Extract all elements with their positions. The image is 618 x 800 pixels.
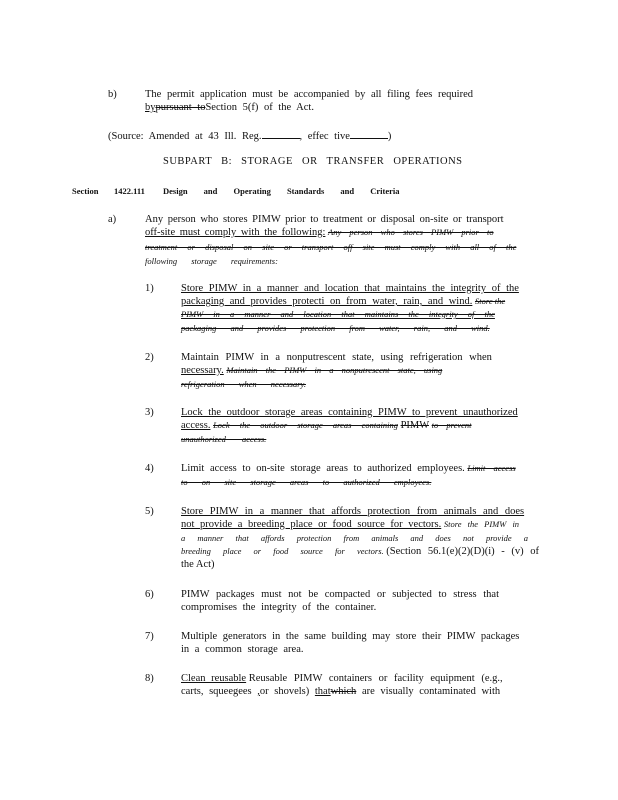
para-a-line2-inserted: off-site must comply with the following:: [145, 227, 326, 238]
item-2-line2: [181, 364, 442, 377]
item-1-deleted-start: Store the: [474, 296, 506, 306]
source-middle: , effec tive: [299, 131, 350, 142]
item-8-line2-b: or shovels): [259, 686, 310, 697]
item-8-line2-c: are visually contaminated with: [361, 686, 501, 697]
item-5-line5: the Act): [181, 559, 215, 570]
section-number: 1422.111: [114, 186, 145, 196]
item-8-line1-rest: Reusable PIMW containers or facility equipment (e.g.,: [248, 673, 503, 684]
item-4-num: 4): [145, 463, 154, 474]
item-3-deleted-end: to prevent: [431, 420, 472, 430]
source-suffix: ): [387, 131, 392, 142]
item-8-comma: ,: [257, 686, 260, 697]
item-7-line1: Multiple generators in the same building may store their PIMW packages: [181, 631, 520, 642]
source-prefix: (Source: Amended at 43 Ill. Reg.: [108, 131, 262, 142]
item-5-citation: (Section 56.1(e)(2)(D)(i) - (v) of: [386, 546, 540, 557]
section-label: Section: [72, 186, 99, 196]
item-5-italic-end: breeding place or food source for vectors.: [181, 546, 384, 556]
item-1-line3-deleted: PIMW in a manner and location that maintains the integrity of the: [181, 309, 495, 319]
item-5-italic-start: Store the PIMW in: [443, 519, 520, 529]
para-a-line2: [145, 226, 494, 239]
item-3-deleted: Lock the outdoor storage areas containing: [213, 420, 398, 430]
para-b-line2-deleted: pursuant to: [155, 102, 206, 113]
para-b-label: b): [108, 89, 117, 100]
item-1-line3: [181, 308, 495, 321]
item-2-inserted: necessary.: [181, 365, 224, 376]
para-a-line2-deleted: Any person who stores PIMW prior to: [328, 227, 494, 237]
item-7-num: 7): [145, 631, 154, 642]
item-2-line3-deleted: refrigeration when necessary.: [181, 379, 306, 389]
para-a-label: a): [108, 214, 117, 225]
item-8-inserted: Clean reusable: [181, 673, 247, 684]
item-4-line1: [181, 462, 516, 475]
item-8-line2-a: carts, squeegees: [181, 686, 252, 697]
item-3-line3-deleted: unauthorized access.: [181, 434, 267, 444]
item-1-line1: Store PIMW in a manner and location that maintains the integrity of the: [181, 283, 519, 294]
source-blank-2: [350, 129, 388, 139]
item-2-line1: Maintain PIMW in a nonputrescent state, using refrigeration when: [181, 352, 492, 363]
item-5-line2: [181, 518, 519, 531]
para-a-line1: Any person who stores PIMW prior to treatment or disposal on-site or transport: [145, 214, 504, 225]
item-3-line2: [181, 419, 472, 432]
item-5-line4: [181, 545, 539, 558]
item-4-line2-deleted: to on site storage areas to authorized employees.: [181, 477, 432, 487]
para-a-line4: following storage requirements:: [145, 256, 278, 266]
item-5-line3: a manner that affords protection from animals and does not provide a: [181, 533, 528, 543]
item-2-deleted: Maintain the PIMW in a nonputrescent state, using: [226, 365, 443, 375]
item-7-line2: in a common storage area.: [181, 644, 304, 655]
item-8-num: 8): [145, 673, 154, 684]
item-8-line1: [181, 672, 503, 685]
item-5-num: 5): [145, 506, 154, 517]
item-1-num: 1): [145, 283, 154, 294]
item-3-deleted-pimw: PIMW: [400, 420, 429, 431]
item-1-line4-deleted: packaging and provides protection from water, rain, and wind.: [181, 323, 490, 333]
source-note: [108, 129, 391, 143]
section-title: Design and Operating Standards and Criteria: [163, 186, 400, 196]
item-5-inserted: not provide a breeding place or food source for vectors.: [181, 519, 442, 530]
para-b-line2-rest: Section 5(f) of the Act.: [205, 102, 314, 113]
item-8-that: that: [314, 686, 331, 697]
para-b-line2: [145, 101, 314, 114]
item-8-line2: [181, 685, 500, 698]
item-6-line2: compromises the integrity of the container.: [181, 602, 377, 613]
subpart-title: SUBPART B: STORAGE OR TRANSFER OPERATIONS: [163, 156, 463, 167]
item-8-which-deleted: which: [330, 686, 357, 697]
item-6-num: 6): [145, 589, 154, 600]
item-3-line1: Lock the outdoor storage areas containing PIMW to prevent unauthorized: [181, 407, 518, 418]
item-6-line1: PIMW packages must not be compacted or subjected to stress that: [181, 589, 499, 600]
item-1-inserted: packaging and provides protecti on from water, rain, and wind.: [181, 296, 473, 307]
para-a-line3-deleted: treatment or disposal on site or transport off site must comply with all of the: [145, 242, 517, 252]
item-4-deleted-start: Limit access: [467, 463, 516, 473]
item-1-line2: [181, 295, 505, 308]
item-3-num: 3): [145, 407, 154, 418]
para-b-line1: The permit application must be accompanied by all filing fees required: [145, 89, 473, 100]
item-2-num: 2): [145, 352, 154, 363]
item-4-text: Limit access to on-site storage areas to authorized employees.: [181, 463, 465, 474]
source-blank-1: [262, 129, 300, 139]
item-3-inserted: access.: [181, 420, 211, 431]
item-5-line1: Store PIMW in a manner that affords protection from animals and does: [181, 506, 525, 517]
para-b-line2-inserted: by: [145, 102, 156, 113]
